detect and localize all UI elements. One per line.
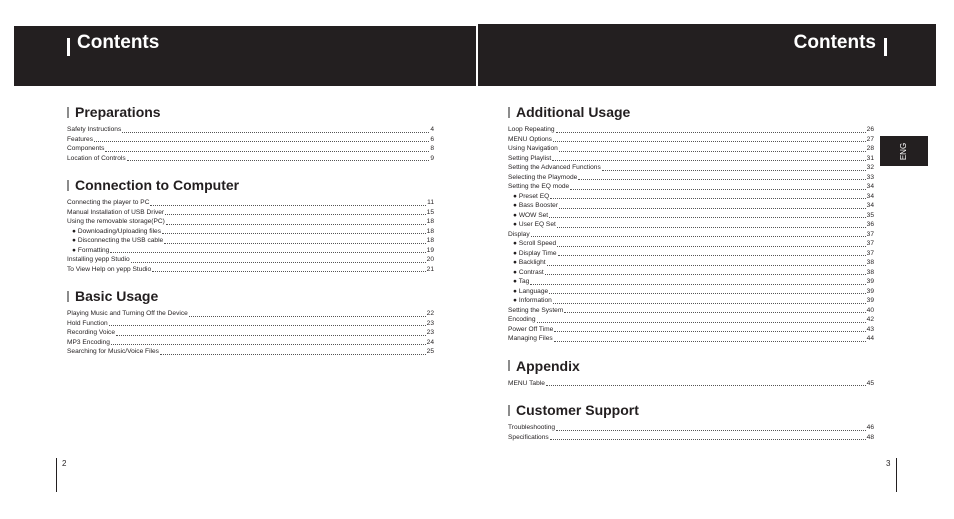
toc-entry-page: 40 [866, 306, 874, 314]
dot-leader [557, 245, 865, 247]
toc-entry-label: ● Information [513, 297, 552, 304]
right-page-title: Contents [793, 32, 876, 53]
toc-entry-label: Selecting the Playmode [508, 173, 578, 181]
toc-entry [508, 201, 874, 211]
toc-entry-label: ● Scroll Speed [513, 240, 557, 247]
toc-entry [508, 192, 874, 202]
toc-entry-page: 46 [866, 424, 874, 431]
dot-leader [553, 302, 866, 304]
toc-entry-label: Searching for Music/Voice Files [67, 348, 159, 355]
right-page-contents [508, 104, 874, 456]
toc-entry [508, 433, 874, 443]
toc-entry [508, 277, 874, 287]
toc-entry-label: ● Backlight [513, 259, 546, 266]
dot-leader [558, 254, 866, 256]
toc-entry [508, 135, 874, 145]
section-heading [67, 104, 434, 120]
dot-leader [122, 131, 429, 133]
toc-entry-label: Specifications [508, 433, 549, 441]
toc-entry-page: 11 [427, 199, 434, 206]
toc-entry-label: ● Disconnecting the USB cable [72, 237, 164, 244]
dot-leader [165, 213, 426, 215]
dot-leader [105, 150, 429, 152]
left-page-number: 2 [62, 459, 67, 468]
dot-leader [546, 384, 866, 386]
toc-entry-page: 38 [866, 268, 874, 276]
toc-entry-page: 36 [866, 221, 874, 228]
toc-entry-label: ● Preset EQ [513, 192, 550, 200]
toc-entry-label: ● Display Time [513, 249, 557, 257]
toc-entry-label: Features [67, 135, 94, 143]
toc-entry-page: 43 [866, 325, 874, 333]
dot-leader [578, 178, 865, 180]
section-marker [508, 405, 510, 416]
toc-section [67, 104, 434, 163]
dot-leader [553, 140, 866, 142]
toc-section [508, 402, 874, 442]
toc-entry-page: 39 [866, 278, 874, 285]
toc-entry-page: 39 [866, 297, 874, 304]
toc-entry [67, 338, 434, 348]
toc-section [508, 358, 874, 389]
toc-entry [508, 163, 874, 173]
section-title: Customer Support [516, 402, 639, 418]
toc-entry-page: 22 [426, 310, 434, 317]
dot-leader [559, 150, 866, 152]
toc-entry [508, 306, 874, 316]
toc-entry [67, 198, 434, 208]
toc-entry-label: MENU Table [508, 379, 545, 387]
toc-section [67, 288, 434, 357]
toc-entry [508, 173, 874, 183]
toc-entry [508, 423, 874, 433]
toc-entry [508, 268, 874, 278]
toc-entry-page: 20 [426, 256, 434, 263]
toc-entry-label: Loop Repeating [508, 126, 555, 133]
toc-entry [67, 265, 434, 275]
toc-entry-label: ● Downloading/Uploading files [72, 227, 162, 235]
section-heading [508, 402, 874, 418]
dot-leader [549, 292, 866, 294]
toc-entry-page: 9 [430, 154, 434, 162]
toc-entry-label: ● Contrast [513, 268, 544, 276]
toc-entry-label: ● User EQ Set [513, 221, 556, 228]
toc-entry-label: To View Help on yepp Studio [67, 265, 152, 273]
section-title: Preparations [75, 104, 161, 120]
dot-leader [552, 159, 865, 161]
section-marker [67, 291, 69, 302]
toc-entry-page: 33 [866, 173, 874, 181]
toc-entry-page: 44 [866, 335, 874, 342]
section-title: Appendix [516, 357, 580, 374]
toc-entry-label: Location of Controls [67, 154, 126, 162]
toc-entry [508, 220, 874, 230]
toc-entry-label: ● Tag [513, 278, 530, 285]
toc-entry-label: Recording Voice [67, 329, 116, 336]
toc-entry-page: 28 [866, 145, 874, 152]
toc-entry-page: 18 [426, 218, 434, 225]
toc-entry-label: Safety Instructions [67, 126, 122, 133]
right-page-number: 3 [886, 459, 891, 468]
toc-entry-page: 31 [866, 154, 874, 162]
toc-entry-label: Using Navigation [508, 145, 558, 152]
toc-entry-page: 8 [430, 145, 434, 152]
dot-leader [559, 207, 866, 209]
toc-entry [508, 334, 874, 344]
left-page-contents [67, 104, 434, 371]
toc-entry-label: ● Bass Booster [513, 202, 559, 209]
dot-leader [111, 343, 426, 345]
dot-leader [189, 315, 426, 317]
left-page-title: Contents [77, 32, 160, 53]
toc-section [67, 177, 434, 274]
toc-entry-page: 38 [866, 259, 874, 266]
dot-leader [537, 321, 866, 323]
toc-entry-page: 48 [866, 433, 874, 441]
dot-leader [531, 235, 866, 237]
dot-leader [545, 273, 866, 275]
toc-entry [508, 230, 874, 240]
toc-entry-label: Troubleshooting [508, 424, 556, 431]
section-marker [67, 107, 69, 118]
toc-entry-label: Playing Music and Turning Off the Device [67, 310, 188, 317]
toc-section [508, 104, 874, 344]
toc-entry-label: MP3 Encoding [67, 338, 110, 346]
toc-entry [508, 154, 874, 164]
section-marker [508, 107, 510, 118]
dot-leader [109, 324, 426, 326]
dot-leader [166, 223, 426, 225]
dot-leader [164, 242, 425, 244]
toc-entry [508, 379, 874, 389]
dot-leader [110, 251, 425, 253]
toc-entry-page: 15 [426, 208, 434, 216]
toc-entry-page: 18 [426, 227, 434, 235]
dot-leader [556, 131, 866, 133]
toc-entry [508, 211, 874, 221]
toc-entry-page: 45 [866, 379, 874, 387]
toc-entry-label: MENU Options [508, 135, 552, 143]
toc-entry [67, 135, 434, 145]
toc-entry [508, 125, 874, 135]
toc-entry [508, 182, 874, 192]
dot-leader [160, 353, 426, 355]
toc-entry-label: Setting the System [508, 306, 564, 314]
toc-entry-label: Setting the EQ mode [508, 183, 570, 190]
toc-entry-label: ● WOW Set [513, 211, 549, 219]
toc-entry [67, 227, 434, 237]
toc-entry-page: 27 [866, 135, 874, 143]
section-heading [508, 358, 874, 374]
toc-entry [67, 217, 434, 227]
section-heading [67, 177, 434, 193]
section-heading [67, 288, 434, 304]
dot-leader [554, 330, 865, 332]
toc-entry [67, 208, 434, 218]
toc-entry-label: Setting the Advanced Functions [508, 164, 601, 171]
toc-entry-page: 6 [430, 135, 434, 143]
dot-leader [530, 283, 865, 285]
dot-leader [150, 204, 426, 206]
right-footer-rule [896, 458, 897, 492]
dot-leader [162, 232, 426, 234]
section-marker [67, 180, 69, 191]
toc-entry [67, 309, 434, 319]
toc-entry [67, 246, 434, 256]
toc-entry-page: 25 [426, 348, 434, 355]
toc-entry [67, 255, 434, 265]
dot-leader [127, 159, 430, 161]
toc-entry [508, 325, 874, 335]
language-tab [880, 136, 928, 166]
dot-leader [94, 140, 429, 142]
toc-entry-page: 21 [426, 265, 434, 273]
left-header-bar [67, 38, 70, 56]
toc-entry-page: 37 [866, 240, 874, 247]
dot-leader [556, 429, 866, 431]
toc-entry-page: 24 [426, 338, 434, 346]
toc-entry [508, 296, 874, 306]
toc-entry [508, 249, 874, 259]
toc-entry [508, 258, 874, 268]
toc-entry-label: Hold Function [67, 319, 108, 327]
left-footer-rule [56, 458, 57, 492]
dot-leader [554, 340, 866, 342]
toc-entry [67, 236, 434, 246]
toc-entry-page: 39 [866, 287, 874, 295]
toc-entry-label: Managing Files [508, 335, 553, 342]
toc-entry-label: Using the removable storage(PC) [67, 218, 165, 225]
dot-leader [557, 226, 866, 228]
toc-entry [508, 144, 874, 154]
toc-entry-page: 37 [866, 230, 874, 238]
toc-entry-label: Installing yepp Studio [67, 256, 130, 263]
dot-leader [550, 438, 866, 440]
section-title: Basic Usage [75, 288, 159, 304]
toc-entry-label: ● Language [513, 287, 549, 295]
toc-entry [67, 319, 434, 329]
toc-entry [508, 315, 874, 325]
language-tab-label: ENG [899, 142, 909, 160]
dot-leader [550, 197, 865, 199]
dot-leader [564, 311, 865, 313]
toc-entry-label: Power Off Time [508, 325, 554, 333]
toc-entry-label: Setting Playlist [508, 154, 552, 162]
toc-entry-page: 18 [426, 237, 434, 244]
toc-entry-page: 37 [866, 249, 874, 257]
toc-entry-page: 34 [866, 192, 874, 200]
toc-entry [508, 287, 874, 297]
dot-leader [549, 216, 866, 218]
right-header-bar [884, 38, 887, 56]
toc-entry-page: 19 [426, 246, 434, 254]
toc-entry [67, 125, 434, 135]
toc-entry-page: 34 [866, 202, 874, 209]
toc-entry [67, 154, 434, 164]
toc-entry-label: ● Formatting [72, 246, 110, 254]
toc-entry [67, 328, 434, 338]
dot-leader [131, 261, 426, 263]
toc-entry-page: 23 [426, 329, 434, 336]
section-title: Connection to Computer [75, 177, 240, 193]
section-marker [508, 360, 510, 371]
toc-entry-label: Encoding [508, 316, 536, 323]
toc-entry-label: Connecting the player to PC [67, 199, 150, 206]
toc-entry [67, 347, 434, 357]
toc-entry-page: 34 [866, 183, 874, 190]
toc-entry [67, 144, 434, 154]
toc-entry-page: 4 [430, 126, 434, 133]
toc-entry-page: 32 [866, 164, 874, 171]
toc-entry-page: 23 [426, 319, 434, 327]
section-heading [508, 104, 874, 120]
toc-entry-label: Display [508, 230, 530, 238]
toc-entry-label: Components [67, 145, 105, 152]
section-title: Additional Usage [516, 104, 631, 120]
toc-entry-label: Manual Installation of USB Driver [67, 208, 165, 216]
dot-leader [602, 169, 866, 171]
toc-entry-page: 26 [866, 126, 874, 133]
toc-entry [508, 239, 874, 249]
dot-leader [570, 188, 865, 190]
toc-entry-page: 35 [866, 211, 874, 219]
toc-entry-page: 42 [866, 316, 874, 323]
dot-leader [116, 334, 426, 336]
dot-leader [547, 264, 866, 266]
dot-leader [152, 270, 425, 272]
